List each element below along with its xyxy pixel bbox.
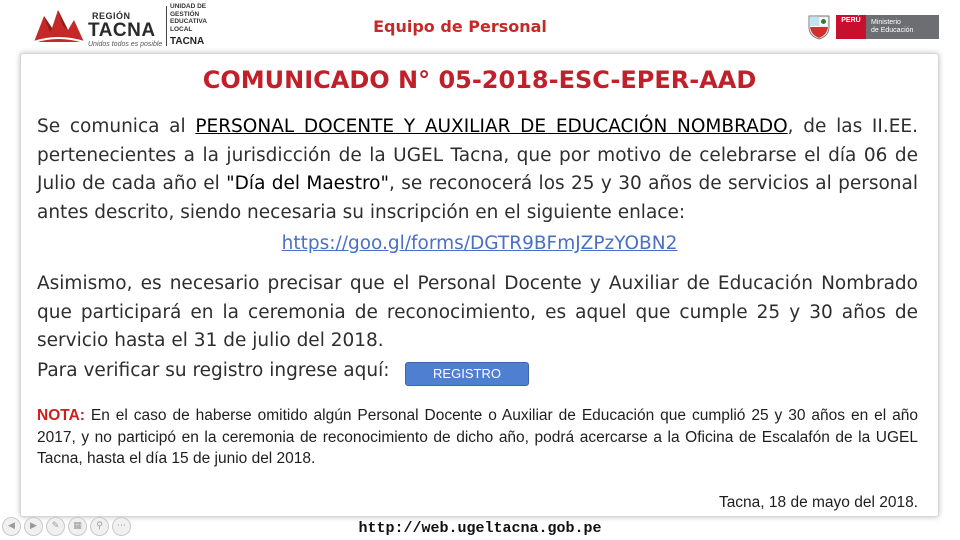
peru-shield-icon — [807, 14, 831, 40]
nota-paragraph — [37, 405, 918, 470]
intro-paragraph — [37, 113, 918, 227]
region-label: REGIÓN — [92, 11, 131, 21]
next-icon[interactable]: ▶ — [24, 517, 43, 536]
ministry-line1: Ministerio — [871, 19, 901, 26]
prev-icon[interactable]: ◀ — [2, 517, 21, 536]
personal-emphasis: PERSONAL DOCENTE Y AUXILIAR DE EDUCACIÓN NOMBRADO — [195, 116, 788, 137]
ugel-line: UNIDAD DE — [170, 3, 207, 10]
form-link[interactable]: https://goo.gl/forms/DGTR9BFmJZPzYOBN2 — [281, 233, 678, 254]
intro-text: , de las II.EE. pertenecientes a la jurisdicción de la UGEL Tacna, que por motivo de celebrarse el día 06 de Julio de cada año el — [37, 116, 918, 194]
nota-label: NOTA: — [37, 407, 85, 424]
region-slogan: Unidos todos es posible — [88, 41, 163, 48]
registro-button[interactable]: REGISTRO — [405, 362, 529, 386]
form-link-row — [21, 233, 938, 254]
more-icon[interactable]: ⋯ — [112, 517, 131, 536]
team-title: Equipo de Personal — [373, 17, 547, 36]
ugel-city: TACNA — [170, 36, 205, 47]
comunicado-title: COMUNICADO N° 05-2018-ESC-EPER-AAD — [202, 66, 757, 94]
intro-text: , se reconocerá los 25 y 30 años de servicios al personal antes descrito, siendo necesaria su inscripción en el siguiente enlace: — [37, 173, 918, 223]
peru-label: PERÚ — [836, 15, 866, 39]
zoom-icon[interactable]: ⚲ — [90, 517, 109, 536]
intro-text: Se comunica al — [37, 116, 196, 137]
header — [0, 0, 960, 52]
verify-text: Para verificar su registro ingrese aquí: — [37, 360, 390, 381]
footer-url: http://web.ugeltacna.gob.pe — [358, 520, 602, 537]
ministry-label — [866, 15, 939, 39]
sign-date: Tacna, 18 de mayo del 2018. — [718, 494, 918, 511]
ugel-line: EDUCATIVA — [170, 18, 207, 25]
pen-icon[interactable]: ✎ — [46, 517, 65, 536]
ugel-line: LOCAL — [170, 25, 193, 33]
ministry-line2: de Educación — [871, 27, 914, 34]
nota-text: En el caso de haberse omitido algún Personal Docente o Auxiliar de Educación que cumplió 25 y 30 años en el año 2017, y no participó en la ceremonia de reconocimiento de dicho año, podrá acercarse a la Oficina de Escalafón de la UGEL Tacna, hasta el día 15 de junio del 2018. — [37, 407, 918, 467]
slides-icon[interactable]: ▦ — [68, 517, 87, 536]
dia-maestro-quote: "Día del Maestro" — [226, 173, 389, 194]
comunicado-card — [20, 53, 939, 517]
region-name: TACNA — [88, 20, 156, 41]
ugel-line: GESTIÓN — [170, 10, 200, 18]
precision-paragraph: Asimismo, es necesario precisar que el Personal Docente y Auxiliar de Educación Nombrado que participará en la ceremonia de reconocimiento, es aquel que cumple 25 y 30 años de servicio hasta el 31 de julio del 2018. — [37, 273, 918, 351]
